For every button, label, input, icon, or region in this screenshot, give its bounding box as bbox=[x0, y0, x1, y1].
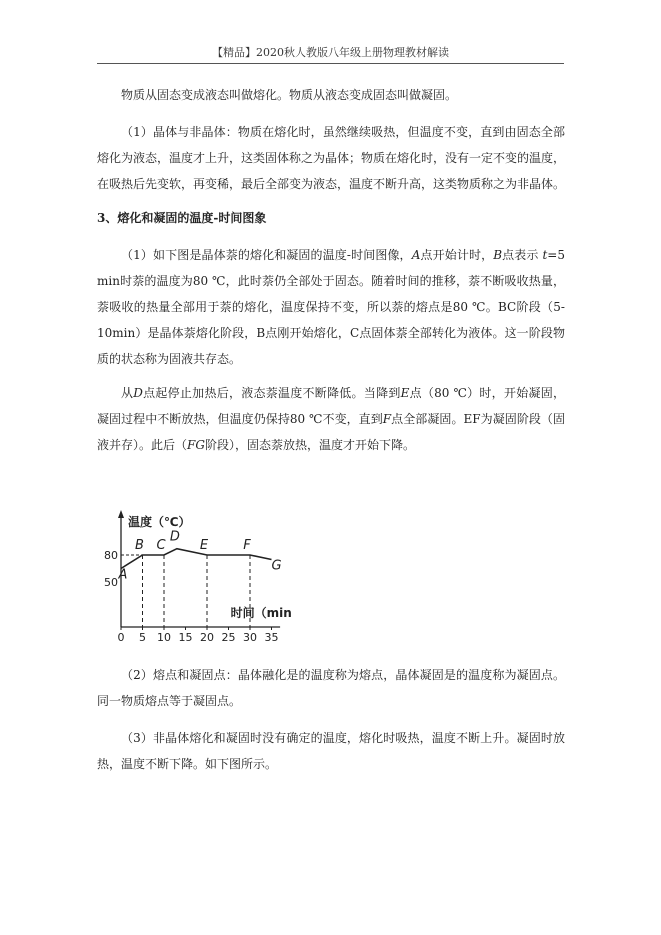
x-axis-title: 时间（min bbox=[230, 606, 292, 620]
text-run: 点表示 bbox=[502, 248, 543, 262]
point-f-ref: F bbox=[382, 412, 392, 426]
text-run: 阶段），固态萘放热，温度才开始下降。 bbox=[204, 438, 415, 452]
text-run: （1）如下图是晶体萘的熔化和凝固的温度-时间图像， bbox=[121, 248, 412, 262]
point-e-ref: E bbox=[400, 386, 410, 400]
point-label-g: G bbox=[271, 558, 282, 574]
point-label-c: C bbox=[156, 538, 166, 553]
segment-fg-ref: FG bbox=[187, 438, 205, 452]
point-label-e: E bbox=[199, 538, 209, 553]
point-label-a: A bbox=[118, 567, 128, 583]
paragraph-crystal-vs-noncrystal: （1）晶体与非晶体：物质在熔化时，虽然继续吸热，但温度不变，直到由固态全部熔化为液态，温度才上升，这类固体称之为晶体；物质在熔化时，没有一定不变的温度，在吸热后先变软，再变稀，最后全部变为液态，温度不断升高，这类物质称之为非晶体。 bbox=[97, 125, 566, 191]
header-divider bbox=[97, 63, 564, 64]
temperature-time-graph bbox=[100, 500, 340, 645]
text-run: 点起停止加热后，液态萘温度不断降低。当降到 bbox=[142, 386, 401, 400]
point-label-b: B bbox=[135, 538, 144, 553]
section-heading: 3、熔化和凝固的温度-时间图象 bbox=[97, 211, 267, 225]
x-tick-label: 20 bbox=[200, 631, 214, 644]
y-axis-title: 温度（℃） bbox=[128, 515, 191, 529]
text-run: 点全部凝固。EF为凝固阶段（固液并存）。此后（ bbox=[97, 412, 565, 452]
x-tick-label: 5 bbox=[139, 631, 146, 644]
text-run: 点（80 ℃）时，开始凝固，凝固过程中不断放热，但温度仍保持80 ℃不变，直到 bbox=[97, 386, 565, 426]
x-tick-label: 35 bbox=[264, 631, 279, 644]
x-tick-label: 10 bbox=[157, 631, 171, 644]
point-d-ref: D bbox=[133, 386, 143, 400]
text-run: 从 bbox=[121, 386, 134, 400]
paragraph-melting-point: （2）熔点和凝固点：晶体融化是的温度称为熔点，晶体凝固是的温度称为凝固点。同一物质熔点等于凝固点。 bbox=[97, 668, 565, 708]
point-a-ref: A bbox=[411, 248, 421, 262]
y-axis-arrow bbox=[118, 510, 124, 518]
point-label-d: D bbox=[169, 529, 180, 545]
text-run: =5 min时萘的温度为80 ℃，此时萘仍全部处于固态。随着时间的推移，萘不断吸收热量，萘吸收的热量全部用于萘的熔化，温度保持不变，所以萘的熔点是80 ℃。BC阶段（5-10min）是晶体萘熔化阶段，B点刚开始熔化，C点固体萘全部转化为液体。这一阶段物质的状态称为固液共存态。 bbox=[97, 248, 565, 366]
paragraph-definition: 物质从固态变成液态叫做熔化。物质从液态变成固态叫做凝固。 bbox=[121, 88, 458, 102]
y-tick-label: 50 bbox=[104, 576, 118, 589]
paragraph-noncrystal: （3）非晶体熔化和凝固时没有确定的温度，熔化时吸热，温度不断上升。凝固时放热，温度不断下降。如下图所示。 bbox=[97, 731, 565, 771]
page-header: 【精品】2020秋人教版八年级上册物理教材解读 bbox=[212, 46, 449, 59]
text-run: 点开始计时， bbox=[420, 248, 494, 262]
graph-labels bbox=[104, 514, 292, 644]
x-tick-label: 15 bbox=[178, 631, 193, 644]
point-label-f: F bbox=[243, 538, 251, 553]
paragraph-graph-explanation bbox=[97, 242, 565, 372]
x-tick-label: 25 bbox=[221, 631, 236, 644]
paragraph-solidification bbox=[97, 380, 565, 458]
y-tick-label: 80 bbox=[104, 549, 118, 562]
point-b-ref: B bbox=[493, 248, 503, 262]
time-variable: t bbox=[542, 248, 548, 262]
x-tick-label: 0 bbox=[117, 631, 125, 644]
x-tick-label: 30 bbox=[243, 631, 257, 644]
